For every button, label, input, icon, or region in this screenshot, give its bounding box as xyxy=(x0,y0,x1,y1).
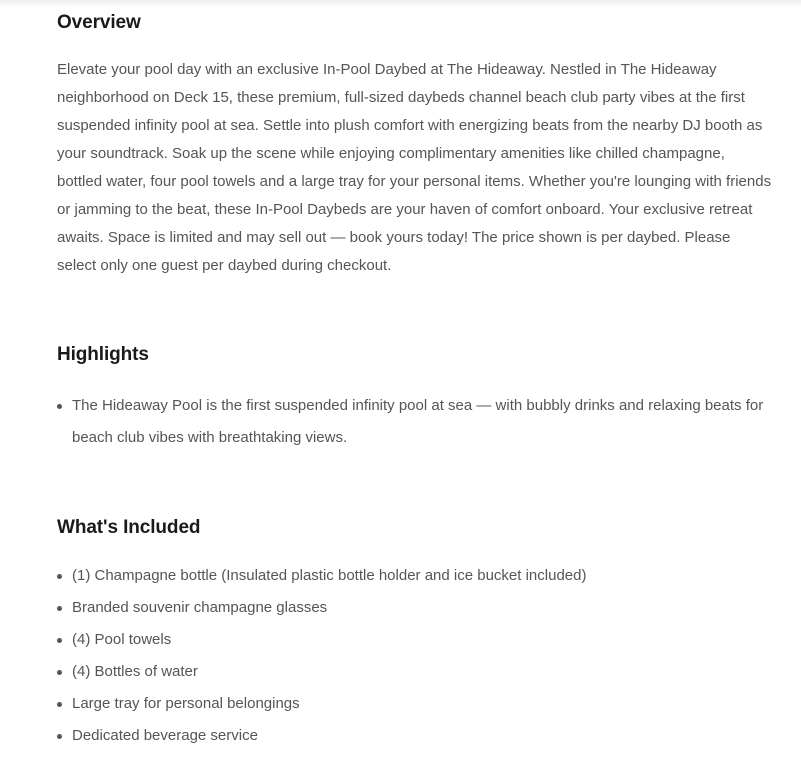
included-item-text: Large tray for personal belongings xyxy=(72,695,300,712)
bullet-icon xyxy=(57,574,62,579)
header-shadow xyxy=(0,0,801,8)
bullet-icon xyxy=(57,670,62,675)
bullet-icon xyxy=(57,702,62,707)
list-item xyxy=(57,390,772,454)
highlight-text: The Hideaway Pool is the first suspended infinity pool at sea — with bubbly drinks and relaxing beats for beach club vibes with breathtaking views. xyxy=(72,397,764,446)
list-item xyxy=(57,688,772,720)
whats-included-heading: What's Included xyxy=(57,517,201,538)
list-item xyxy=(57,656,772,688)
included-item-text: (4) Pool towels xyxy=(72,631,172,648)
highlights-heading: Highlights xyxy=(57,344,149,365)
list-item xyxy=(57,592,772,624)
bullet-icon xyxy=(57,404,62,409)
included-item-text: Dedicated beverage service xyxy=(72,727,258,744)
included-item-text: Branded souvenir champagne glasses xyxy=(72,599,328,616)
bullet-icon xyxy=(57,606,62,611)
overview-description: Elevate your pool day with an exclusive In-Pool Daybed at The Hideaway. Nestled in The Hideaway neighborhood on Deck 15, these premium, full-sized daybeds channel beach club party vibes at the first suspended infinity pool at sea. Settle into plush comfort with energizing beats from the nearby DJ booth as your soundtrack. Soak up the scene while enjoying complimentary amenities like chilled champagne, bottled water, four pool towels and a large tray for your personal items. Whether you're lounging with friends or jamming to the beat, these In-Pool Daybeds are your haven of comfort onboard. Your exclusive retreat awaits. Space is limited and may sell out — book yours today! The price shown is per daybed. Please select only one guest per daybed during checkout. xyxy=(57,61,772,274)
list-item xyxy=(57,624,772,656)
list-item xyxy=(57,560,772,592)
list-item xyxy=(57,720,772,752)
highlights-list xyxy=(57,390,772,454)
included-item-text: (1) Champagne bottle (Insulated plastic bottle holder and ice bucket included) xyxy=(72,567,587,584)
bullet-icon xyxy=(57,734,62,739)
included-item-text: (4) Bottles of water xyxy=(72,663,198,680)
whats-included-list xyxy=(57,560,772,752)
bullet-icon xyxy=(57,638,62,643)
overview-heading: Overview xyxy=(57,12,141,33)
